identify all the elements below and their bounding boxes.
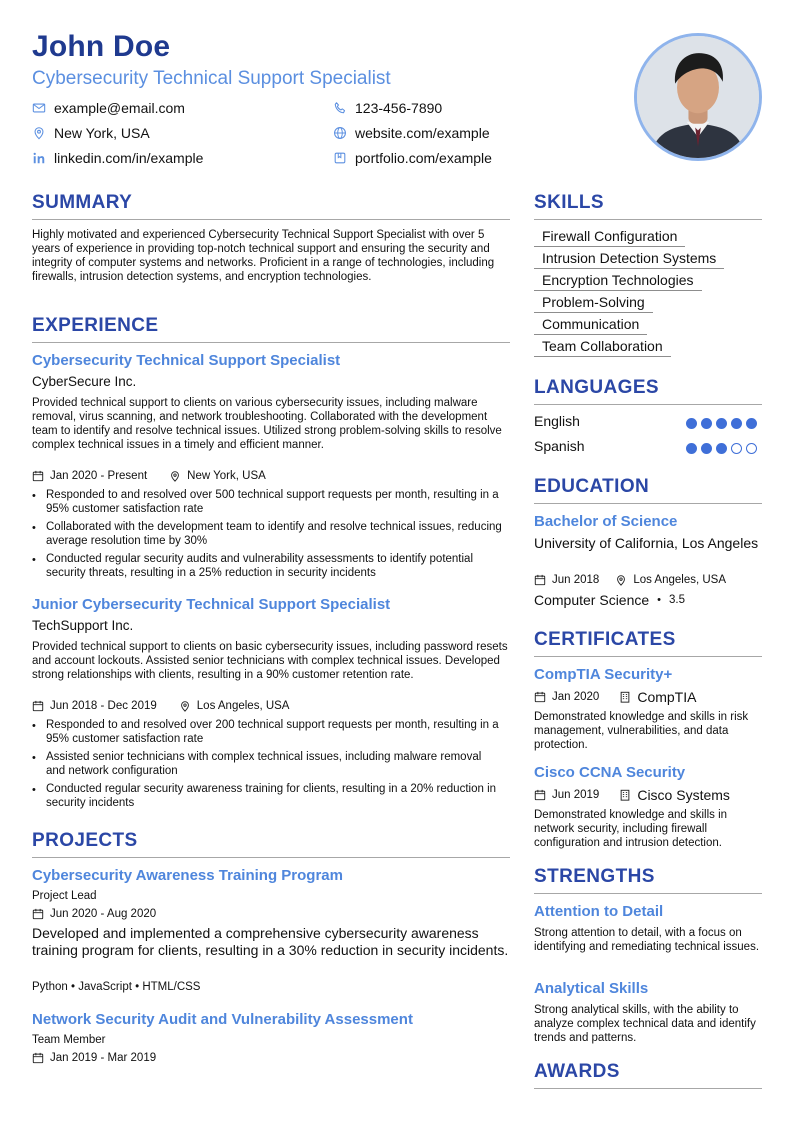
summary-heading: SUMMARY <box>32 192 133 213</box>
strength-description: Strong analytical skills, with the ability to analyze complex technical data and identify trends and patterns. <box>534 1004 756 1044</box>
education-gpa: 3.5 <box>669 594 686 606</box>
job-location: Los Angeles, USA <box>196 700 290 712</box>
certificate-meta <box>534 689 696 705</box>
certificate-meta <box>534 787 730 803</box>
project-dates: Jun 2020 - Aug 2020 <box>50 908 157 920</box>
job-title: Junior Cybersecurity Technical Support Specialist <box>32 596 391 613</box>
calendar-icon <box>32 1052 44 1064</box>
school-name: University of California, Los Angeles <box>534 535 759 551</box>
strengths-heading: STRENGTHS <box>534 866 655 887</box>
skill-item: Team Collaboration <box>534 338 671 357</box>
strengths-divider <box>534 893 762 894</box>
language-level-dots <box>686 443 757 454</box>
location-icon <box>615 574 627 586</box>
certificate-title: CompTIA Security+ <box>534 666 673 683</box>
list-item: • Conducted regular security audits and vulnerability assessments to identify potential security threats, resulting in a 25% reduction in security incidents <box>32 552 502 580</box>
education-heading: EDUCATION <box>534 476 650 497</box>
project-title: Network Security Audit and Vulnerability Assessment <box>32 1011 413 1028</box>
contact-website[interactable] <box>333 125 490 141</box>
calendar-icon <box>32 470 44 482</box>
summary-divider <box>32 219 510 220</box>
job-description: Provided technical support to clients on basic cybersecurity issues, including password resets and account lockouts. Assisted senior technicians with complex technical issues. Developed strong relationships with clients, resulting in a 90% customer retention rate. <box>32 641 508 681</box>
email-icon <box>32 101 46 115</box>
certificate-date: Jun 2019 <box>552 789 600 801</box>
education-meta <box>534 574 726 586</box>
skill-item: Communication <box>534 316 647 335</box>
level-dot-filled <box>716 443 727 454</box>
contact-portfolio-text: portfolio.com/example <box>355 150 492 166</box>
skills-divider <box>534 219 762 220</box>
projects-divider <box>32 857 510 858</box>
skill-item: Problem-Solving <box>534 294 653 313</box>
contact-portfolio[interactable] <box>333 150 492 166</box>
project-tags: Python • JavaScript • HTML/CSS <box>32 981 201 993</box>
level-dot-filled <box>731 418 742 429</box>
education-field-row <box>534 592 685 608</box>
project-meta <box>32 908 156 920</box>
job-title: Cybersecurity Technical Support Specialist <box>32 352 341 369</box>
job-description: Provided technical support to clients on various cybersecurity issues, including malware removal, virus scanning, and network troubleshooting. Collaborated with the development team to identify and resolve technical issues. Utilized strong problem-solving skills to resolve complex technical issues in a timely and efficient manner. <box>32 397 502 451</box>
project-dates: Jan 2019 - Mar 2019 <box>50 1052 157 1064</box>
linkedin-icon <box>32 151 46 165</box>
strength-description: Strong attention to detail, with a focus on identifying and remediating technical issues. <box>534 927 760 953</box>
job-meta <box>32 700 289 712</box>
project-meta <box>32 1052 156 1064</box>
certificate-description: Demonstrated knowledge and skills in risk management, vulnerabilities, and data protection. <box>534 711 749 751</box>
awards-heading: AWARDS <box>534 1061 620 1082</box>
job-dates: Jan 2020 - Present <box>50 470 148 482</box>
project-role: Team Member <box>32 1034 106 1046</box>
experience-divider <box>32 342 510 343</box>
level-dot-filled <box>746 418 757 429</box>
strength-title: Analytical Skills <box>534 980 649 997</box>
candidate-name: John Doe <box>32 30 171 63</box>
level-dot-filled <box>701 418 712 429</box>
language-name: English <box>534 413 580 429</box>
project-title: Cybersecurity Awareness Training Program <box>32 867 343 884</box>
certificate-date: Jan 2020 <box>552 691 600 703</box>
contact-linkedin-text: linkedin.com/in/example <box>54 150 204 166</box>
projects-heading: PROJECTS <box>32 830 138 851</box>
calendar-icon <box>534 574 546 586</box>
portfolio-icon <box>333 151 347 165</box>
awards-divider <box>534 1088 762 1089</box>
strength-title: Attention to Detail <box>534 903 664 920</box>
degree-title: Bachelor of Science <box>534 513 678 530</box>
contact-phone[interactable] <box>333 100 442 116</box>
contact-phone-text: 123-456-7890 <box>355 100 443 116</box>
location-icon <box>32 126 46 140</box>
project-role: Project Lead <box>32 890 97 902</box>
profile-photo <box>634 33 762 161</box>
certificate-issuer: CompTIA <box>637 689 697 705</box>
job-dates: Jun 2018 - Dec 2019 <box>50 700 157 712</box>
summary-text: Highly motivated and experienced Cybersecurity Technical Support Specialist with over 5 years of experience in providing top-notch technical support and ensuring the security and integrity of computer systems and networks. Proficient in a range of technologies, including firewalls, intrusion detection systems, and encryption technologies. <box>32 229 495 283</box>
avatar <box>637 36 759 158</box>
building-icon <box>619 789 631 801</box>
education-divider <box>534 503 762 504</box>
calendar-icon <box>32 700 44 712</box>
company-name: TechSupport Inc. <box>32 618 134 633</box>
level-dot-empty <box>746 443 757 454</box>
calendar-icon <box>32 908 44 920</box>
company-name: CyberSecure Inc. <box>32 374 137 389</box>
project-description: Developed and implemented a comprehensive cybersecurity awareness training program for clients, resulting in a 30% reduction in security incidents. <box>32 925 509 958</box>
experience-heading: EXPERIENCE <box>32 315 159 336</box>
candidate-title: Cybersecurity Technical Support Specialist <box>32 68 391 89</box>
job-location: New York, USA <box>187 470 266 482</box>
certificate-description: Demonstrated knowledge and skills in network security, including firewall configuration and intrusion detection. <box>534 809 728 849</box>
separator-dot: • <box>657 594 662 606</box>
level-dot-filled <box>716 418 727 429</box>
languages-divider <box>534 404 762 405</box>
language-name: Spanish <box>534 438 585 454</box>
skills-heading: SKILLS <box>534 192 604 213</box>
list-item: • Assisted senior technicians with complex technical issues, including malware removal and network configuration <box>32 750 502 778</box>
language-level-dots <box>686 418 757 429</box>
level-dot-empty <box>731 443 742 454</box>
skill-item: Intrusion Detection Systems <box>534 250 724 269</box>
languages-heading: LANGUAGES <box>534 377 659 398</box>
location-icon <box>169 470 181 482</box>
job-achievements <box>32 488 502 584</box>
certificate-issuer: Cisco Systems <box>637 787 730 803</box>
job-meta <box>32 470 266 482</box>
contact-linkedin[interactable] <box>32 150 203 166</box>
job-achievements <box>32 718 502 814</box>
level-dot-filled <box>686 443 697 454</box>
location-icon <box>179 700 191 712</box>
list-item: • Collaborated with the development team to identify and resolve technical issues, reducing average resolution time by 30% <box>32 520 502 548</box>
list-item: • Responded to and resolved over 500 technical support requests per month, resulting in a 95% customer satisfaction rate <box>32 488 502 516</box>
calendar-icon <box>534 789 546 801</box>
list-item: • Responded to and resolved over 200 technical support requests per month, resulting in a 95% customer satisfaction rate <box>32 718 502 746</box>
education-date: Jun 2018 <box>552 574 600 586</box>
phone-icon <box>333 101 347 115</box>
globe-icon <box>333 126 347 140</box>
contact-website-text: website.com/example <box>355 125 490 141</box>
certificates-heading: CERTIFICATES <box>534 629 676 650</box>
education-location: Los Angeles, USA <box>633 574 727 586</box>
skill-item: Firewall Configuration <box>534 228 685 247</box>
level-dot-filled <box>686 418 697 429</box>
contact-location <box>32 125 150 141</box>
contact-email[interactable] <box>32 100 185 116</box>
calendar-icon <box>534 691 546 703</box>
level-dot-filled <box>701 443 712 454</box>
certificates-divider <box>534 656 762 657</box>
certificate-title: Cisco CCNA Security <box>534 764 686 781</box>
education-field: Computer Science <box>534 592 650 608</box>
building-icon <box>619 691 631 703</box>
list-item: • Conducted regular security awareness training for clients, resulting in a 20% reduction in security incidents <box>32 782 502 810</box>
contact-location-text: New York, USA <box>54 125 150 141</box>
skill-item: Encryption Technologies <box>534 272 702 291</box>
contact-email-text: example@email.com <box>54 100 185 116</box>
